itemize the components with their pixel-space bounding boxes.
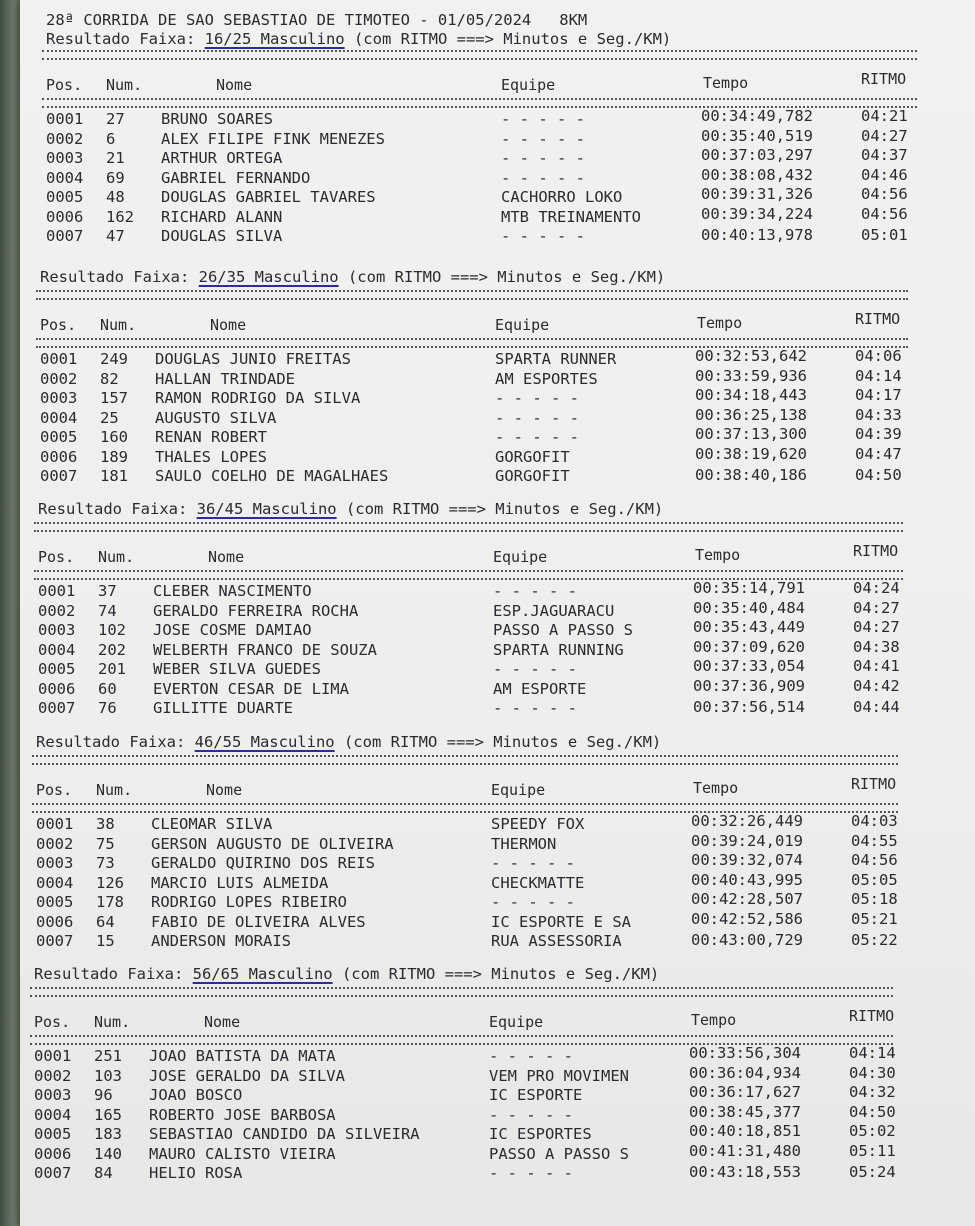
cell-equipe: - - - - - [495, 408, 579, 427]
cell-nome: JOSE GERALDO DA SILVA [149, 1066, 345, 1085]
cell-nome: CLEBER NASCIMENTO [153, 582, 312, 600]
cell-pos: 0003 [34, 1086, 72, 1104]
cell-nome: AUGUSTO SILVA [155, 408, 277, 427]
column-header-nome: Nome [204, 1013, 241, 1031]
cell-nome: EVERTON CESAR DE LIMA [153, 679, 349, 698]
cell-nome: JOAO BOSCO [149, 1086, 243, 1104]
cell-pos: 0007 [36, 932, 74, 950]
cell-ritmo: 05:22 [851, 931, 898, 949]
cell-tempo: 00:38:40,186 [695, 466, 807, 484]
cell-equipe: - - - - - [501, 227, 585, 245]
cell-ritmo: 04:41 [853, 657, 900, 675]
cell-pos: 0006 [46, 207, 84, 226]
cell-equipe: AM ESPORTE [493, 679, 587, 698]
faixa-section [0, 965, 975, 1195]
cell-num: 38 [96, 815, 115, 833]
cell-num: 160 [100, 428, 128, 446]
separator-rule [42, 50, 917, 60]
faixa-prefix: Resultado Faixa: [40, 268, 199, 286]
column-header-tempo: Tempo [703, 74, 749, 92]
faixa-title [40, 268, 665, 286]
column-header-equipe: Equipe [501, 76, 556, 94]
column-header-pos: Pos. [36, 781, 73, 799]
cell-nome: JOAO BATISTA DA MATA [149, 1047, 336, 1065]
cell-pos: 0001 [34, 1047, 72, 1065]
cell-nome: SAULO COELHO DE MAGALHAES [155, 467, 389, 485]
cell-tempo: 00:38:19,620 [695, 444, 807, 463]
cell-nome: ARTHUR ORTEGA [161, 149, 283, 167]
cell-tempo: 00:43:18,553 [689, 1163, 801, 1181]
faixa-label: 46/55 Masculino [194, 733, 335, 751]
cell-nome: HALLAN TRINDADE [155, 369, 295, 388]
cell-ritmo: 04:27 [861, 126, 908, 145]
cell-tempo: 00:37:33,054 [693, 657, 805, 675]
cell-tempo: 00:37:36,909 [693, 676, 805, 695]
cell-num: 82 [100, 369, 119, 388]
cell-equipe: VEM PRO MOVIMEN [489, 1066, 629, 1085]
column-header-equipe: Equipe [491, 781, 546, 799]
cell-nome: SEBASTIAO CANDIDO DA SILVEIRA [149, 1125, 420, 1143]
column-header-ritmo: RITMO [855, 310, 901, 328]
cell-tempo: 00:38:45,377 [689, 1102, 801, 1121]
cell-num: 103 [94, 1066, 122, 1085]
cell-num: 251 [94, 1047, 122, 1065]
cell-equipe: GORGOFIT [495, 447, 570, 466]
cell-tempo: 00:33:59,936 [695, 366, 807, 385]
cell-nome: DOUGLAS JUNIO FREITAS [155, 350, 351, 368]
cell-tempo: 00:36:25,138 [695, 405, 807, 424]
cell-ritmo: 04:14 [855, 366, 902, 385]
column-header-tempo: Tempo [691, 1011, 737, 1029]
cell-ritmo: 05:01 [861, 226, 908, 244]
cell-tempo: 00:41:31,480 [689, 1141, 801, 1160]
cell-tempo: 00:33:56,304 [689, 1044, 801, 1062]
cell-num: 189 [100, 447, 128, 466]
cell-equipe: CACHORRO LOKO [501, 188, 623, 206]
column-header-ritmo: RITMO [849, 1007, 895, 1025]
cell-pos: 0005 [36, 893, 74, 911]
cell-tempo: 00:39:32,074 [691, 851, 803, 869]
cell-tempo: 00:39:24,019 [691, 831, 803, 850]
cell-pos: 0007 [46, 227, 84, 245]
cell-tempo: 00:40:18,851 [689, 1122, 801, 1140]
cell-nome: GABRIEL FERNANDO [161, 168, 311, 187]
cell-equipe: ESP.JAGUARACU [493, 601, 615, 620]
cell-nome: WEBER SILVA GUEDES [153, 660, 321, 678]
separator-rule [30, 987, 893, 997]
cell-num: 15 [96, 932, 115, 950]
cell-ritmo: 04:42 [853, 676, 900, 695]
faixa-suffix: (com RITMO ===> Minutos e Seg./KM) [338, 268, 666, 286]
cell-equipe: - - - - - [501, 129, 585, 148]
column-header-pos: Pos. [34, 1013, 71, 1031]
cell-num: 140 [94, 1144, 122, 1163]
result-row [46, 227, 926, 246]
cell-nome: CLEOMAR SILVA [151, 815, 273, 833]
cell-pos: 0002 [38, 601, 76, 620]
faixa-section [0, 28, 975, 258]
cell-equipe: RUA ASSESSORIA [491, 932, 622, 950]
cell-nome: GERALDO QUIRINO DOS REIS [151, 854, 375, 872]
cell-pos: 0006 [38, 679, 76, 698]
cell-nome: DOUGLAS SILVA [161, 227, 283, 245]
faixa-label: 36/45 Masculino [196, 500, 337, 518]
cell-nome: JOSE COSME DAMIAO [153, 621, 312, 639]
faixa-label: 16/25 Masculino [204, 30, 345, 48]
faixa-section [0, 733, 975, 963]
cell-ritmo: 04:33 [855, 405, 902, 424]
column-header-num: Num. [106, 76, 143, 94]
cell-pos: 0002 [46, 129, 84, 148]
faixa-section [0, 268, 975, 498]
column-header-tempo: Tempo [693, 779, 739, 797]
cell-num: 48 [106, 188, 125, 206]
cell-tempo: 00:35:40,519 [701, 126, 813, 145]
cell-pos: 0004 [46, 168, 84, 187]
cell-num: 157 [100, 389, 128, 407]
column-header-pos: Pos. [38, 548, 75, 566]
result-row [40, 444, 920, 467]
cell-pos: 0004 [36, 873, 74, 892]
cell-nome: WELBERTH FRANCO DE SOUZA [153, 640, 377, 659]
cell-ritmo: 04:56 [861, 185, 908, 203]
column-header-tempo: Tempo [697, 314, 743, 332]
cell-equipe: GORGOFIT [495, 467, 570, 485]
cell-equipe: MTB TREINAMENTO [501, 207, 641, 226]
cell-nome: DOUGLAS GABRIEL TAVARES [161, 188, 376, 206]
faixa-label: 26/35 Masculino [198, 268, 339, 286]
cell-ritmo: 04:30 [849, 1063, 896, 1082]
cell-tempo: 00:37:13,300 [695, 425, 807, 443]
cell-num: 27 [106, 110, 125, 128]
result-row [38, 676, 918, 699]
cell-pos: 0007 [40, 467, 78, 485]
cell-ritmo: 04:06 [855, 347, 902, 365]
cell-tempo: 00:32:26,449 [691, 812, 803, 830]
cell-equipe: CHECKMATTE [491, 873, 585, 892]
faixa-title [46, 30, 671, 48]
cell-nome: ALEX FILIPE FINK MENEZES [161, 129, 385, 148]
cell-nome: RENAN ROBERT [155, 428, 267, 446]
faixa-prefix: Resultado Faixa: [36, 733, 195, 751]
cell-equipe: - - - - - [501, 110, 585, 128]
cell-num: 6 [106, 129, 116, 148]
cell-nome: ROBERTO JOSE BARBOSA [149, 1105, 336, 1124]
cell-ritmo: 04:50 [855, 466, 902, 484]
cell-nome: RODRIGO LOPES RIBEIRO [151, 893, 347, 911]
cell-equipe: SPARTA RUNNER [495, 350, 617, 368]
cell-tempo: 00:43:00,729 [691, 931, 803, 949]
cell-ritmo: 04:50 [849, 1102, 896, 1121]
faixa-label: 56/65 Masculino [192, 965, 333, 983]
cell-equipe: - - - - - [489, 1047, 573, 1065]
cell-ritmo: 04:38 [853, 637, 900, 656]
cell-ritmo: 04:17 [855, 386, 902, 404]
cell-nome: RICHARD ALANN [161, 207, 283, 226]
cell-tempo: 00:36:04,934 [689, 1063, 801, 1082]
faixa-title [34, 965, 659, 983]
column-header-equipe: Equipe [495, 316, 550, 334]
cell-ritmo: 04:37 [861, 146, 908, 164]
cell-equipe: SPARTA RUNNING [493, 640, 624, 659]
cell-nome: FABIO DE OLIVEIRA ALVES [151, 912, 366, 931]
cell-tempo: 00:32:53,642 [695, 347, 807, 365]
cell-pos: 0002 [40, 369, 78, 388]
cell-ritmo: 04:27 [853, 618, 900, 636]
cell-equipe: SPEEDY FOX [491, 815, 585, 833]
cell-num: 249 [100, 350, 128, 368]
faixa-prefix: Resultado Faixa: [34, 965, 193, 983]
cell-pos: 0003 [38, 621, 76, 639]
cell-num: 37 [98, 582, 117, 600]
cell-num: 64 [96, 912, 115, 931]
cell-tempo: 00:38:08,432 [701, 165, 813, 184]
cell-tempo: 00:37:03,297 [701, 146, 813, 164]
cell-num: 47 [106, 227, 125, 245]
cell-pos: 0006 [36, 912, 74, 931]
faixa-suffix: (com RITMO ===> Minutos e Seg./KM) [334, 733, 662, 751]
separator-rule [36, 290, 908, 300]
cell-ritmo: 04:14 [849, 1044, 896, 1062]
column-header-ritmo: RITMO [861, 70, 907, 88]
cell-pos: 0005 [38, 660, 76, 678]
faixa-section [0, 500, 975, 730]
cell-num: 181 [100, 467, 128, 485]
faixa-prefix: Resultado Faixa: [46, 30, 205, 48]
cell-pos: 0004 [38, 640, 76, 659]
cell-ritmo: 04:03 [851, 812, 898, 830]
cell-tempo: 00:40:43,995 [691, 870, 803, 889]
cell-nome: GERSON AUGUSTO DE OLIVEIRA [151, 834, 394, 853]
cell-num: 69 [106, 168, 125, 187]
result-row [36, 909, 916, 932]
cell-pos: 0003 [36, 854, 74, 872]
cell-equipe: - - - - - [495, 389, 579, 407]
faixa-suffix: (com RITMO ===> Minutos e Seg./KM) [336, 500, 664, 518]
cell-equipe: - - - - - [489, 1164, 573, 1182]
result-row [36, 932, 916, 951]
cell-pos: 0004 [34, 1105, 72, 1124]
cell-ritmo: 04:21 [861, 107, 908, 125]
cell-tempo: 00:35:40,484 [693, 598, 805, 617]
cell-pos: 0003 [46, 149, 84, 167]
column-header-num: Num. [96, 781, 133, 799]
column-header-nome: Nome [208, 548, 245, 566]
result-row [34, 1141, 914, 1164]
cell-pos: 0003 [40, 389, 78, 407]
cell-equipe: - - - - - [493, 582, 577, 600]
cell-nome: THALES LOPES [155, 447, 267, 466]
cell-equipe: IC ESPORTES [489, 1125, 592, 1143]
cell-num: 201 [98, 660, 126, 678]
cell-num: 21 [106, 149, 125, 167]
cell-pos: 0004 [40, 408, 78, 427]
result-row [34, 1164, 914, 1183]
cell-pos: 0007 [34, 1164, 72, 1182]
cell-equipe: - - - - - [491, 854, 575, 872]
cell-nome: MAURO CALISTO VIEIRA [149, 1144, 336, 1163]
cell-pos: 0006 [34, 1144, 72, 1163]
cell-pos: 0007 [38, 699, 76, 717]
cell-nome: RAMON RODRIGO DA SILVA [155, 389, 361, 407]
cell-num: 126 [96, 873, 124, 892]
column-header-equipe: Equipe [493, 548, 548, 566]
cell-ritmo: 05:21 [851, 909, 898, 928]
cell-pos: 0006 [40, 447, 78, 466]
cell-pos: 0002 [34, 1066, 72, 1085]
column-header-num: Num. [100, 316, 137, 334]
cell-tempo: 00:40:13,978 [701, 226, 813, 244]
faixa-suffix: (com RITMO ===> Minutos e Seg./KM) [344, 30, 672, 48]
cell-tempo: 00:34:49,782 [701, 107, 813, 125]
cell-num: 162 [106, 207, 134, 226]
column-header-tempo: Tempo [695, 546, 741, 564]
cell-ritmo: 04:56 [851, 851, 898, 869]
cell-nome: BRUNO SOARES [161, 110, 273, 128]
cell-pos: 0001 [36, 815, 74, 833]
column-header-pos: Pos. [46, 76, 83, 94]
column-header-ritmo: RITMO [851, 775, 897, 793]
cell-ritmo: 04:55 [851, 831, 898, 850]
cell-ritmo: 04:24 [853, 579, 900, 597]
cell-tempo: 00:35:14,791 [693, 579, 805, 597]
cell-ritmo: 04:39 [855, 425, 902, 443]
cell-equipe: - - - - - [493, 660, 577, 678]
faixa-prefix: Resultado Faixa: [38, 500, 197, 518]
cell-equipe: IC ESPORTE [489, 1086, 583, 1104]
cell-ritmo: 05:24 [849, 1163, 896, 1181]
cell-nome: HELIO ROSA [149, 1164, 243, 1182]
cell-pos: 0005 [40, 428, 78, 446]
cell-equipe: - - - - - [491, 893, 575, 911]
cell-num: 75 [96, 834, 115, 853]
faixa-title [36, 733, 661, 751]
cell-ritmo: 04:46 [861, 165, 908, 184]
cell-tempo: 00:39:31,326 [701, 185, 813, 203]
cell-tempo: 00:37:56,514 [693, 698, 805, 716]
faixa-title [38, 500, 663, 518]
cell-tempo: 00:35:43,449 [693, 618, 805, 636]
column-header-nome: Nome [210, 316, 247, 334]
cell-tempo: 00:39:34,224 [701, 204, 813, 223]
cell-num: 178 [96, 893, 124, 911]
cell-ritmo: 05:02 [849, 1122, 896, 1140]
cell-nome: GERALDO FERREIRA ROCHA [153, 601, 359, 620]
cell-tempo: 00:42:52,586 [691, 909, 803, 928]
result-row [40, 467, 920, 486]
cell-num: 202 [98, 640, 126, 659]
cell-num: 102 [98, 621, 126, 639]
cell-ritmo: 04:27 [853, 598, 900, 617]
cell-ritmo: 05:11 [849, 1141, 896, 1160]
cell-tempo: 00:34:18,443 [695, 386, 807, 404]
cell-ritmo: 04:44 [853, 698, 900, 716]
cell-num: 73 [96, 854, 115, 872]
cell-num: 74 [98, 601, 117, 620]
cell-num: 76 [98, 699, 117, 717]
cell-ritmo: 04:47 [855, 444, 902, 463]
cell-tempo: 00:36:17,627 [689, 1083, 801, 1101]
column-header-num: Num. [94, 1013, 131, 1031]
column-header-pos: Pos. [40, 316, 77, 334]
cell-equipe: PASSO A PASSO S [493, 621, 633, 639]
cell-equipe: - - - - - [493, 699, 577, 717]
cell-ritmo: 04:32 [849, 1083, 896, 1101]
separator-rule [34, 522, 903, 532]
cell-pos: 0001 [40, 350, 78, 368]
cell-nome: GILLITTE DUARTE [153, 699, 293, 717]
result-row [38, 699, 918, 718]
cell-nome: ANDERSON MORAIS [151, 932, 291, 950]
cell-equipe: AM ESPORTES [495, 369, 598, 388]
cell-pos: 0001 [38, 582, 76, 600]
cell-num: 183 [94, 1125, 122, 1143]
cell-pos: 0005 [46, 188, 84, 206]
cell-pos: 0001 [46, 110, 84, 128]
cell-ritmo: 05:05 [851, 870, 898, 889]
cell-num: 96 [94, 1086, 113, 1104]
faixa-suffix: (com RITMO ===> Minutos e Seg./KM) [332, 965, 660, 983]
column-header-num: Num. [98, 548, 135, 566]
cell-equipe: - - - - - [501, 149, 585, 167]
column-header-equipe: Equipe [489, 1013, 544, 1031]
cell-equipe: - - - - - [495, 428, 579, 446]
column-header-nome: Nome [206, 781, 243, 799]
cell-num: 84 [94, 1164, 113, 1182]
cell-pos: 0002 [36, 834, 74, 853]
column-header-nome: Nome [216, 76, 253, 94]
cell-tempo: 00:42:28,507 [691, 890, 803, 908]
cell-num: 25 [100, 408, 119, 427]
cell-nome: MARCIO LUIS ALMEIDA [151, 873, 329, 892]
cell-pos: 0005 [34, 1125, 72, 1143]
result-row [46, 204, 926, 227]
cell-equipe: IC ESPORTE E SA [491, 912, 631, 931]
cell-equipe: - - - - - [501, 168, 585, 187]
cell-tempo: 00:37:09,620 [693, 637, 805, 656]
race-title: 28ª CORRIDA DE SAO SEBASTIAO DE TIMOTEO - 01/05/2024 8KM [46, 11, 588, 29]
cell-ritmo: 05:18 [851, 890, 898, 908]
separator-rule [32, 755, 898, 765]
cell-ritmo: 04:56 [861, 204, 908, 223]
cell-num: 165 [94, 1105, 122, 1124]
cell-equipe: THERMON [491, 834, 557, 853]
cell-num: 60 [98, 679, 117, 698]
column-header-ritmo: RITMO [853, 542, 899, 560]
cell-equipe: PASSO A PASSO S [489, 1144, 629, 1163]
cell-equipe: - - - - - [489, 1105, 573, 1124]
